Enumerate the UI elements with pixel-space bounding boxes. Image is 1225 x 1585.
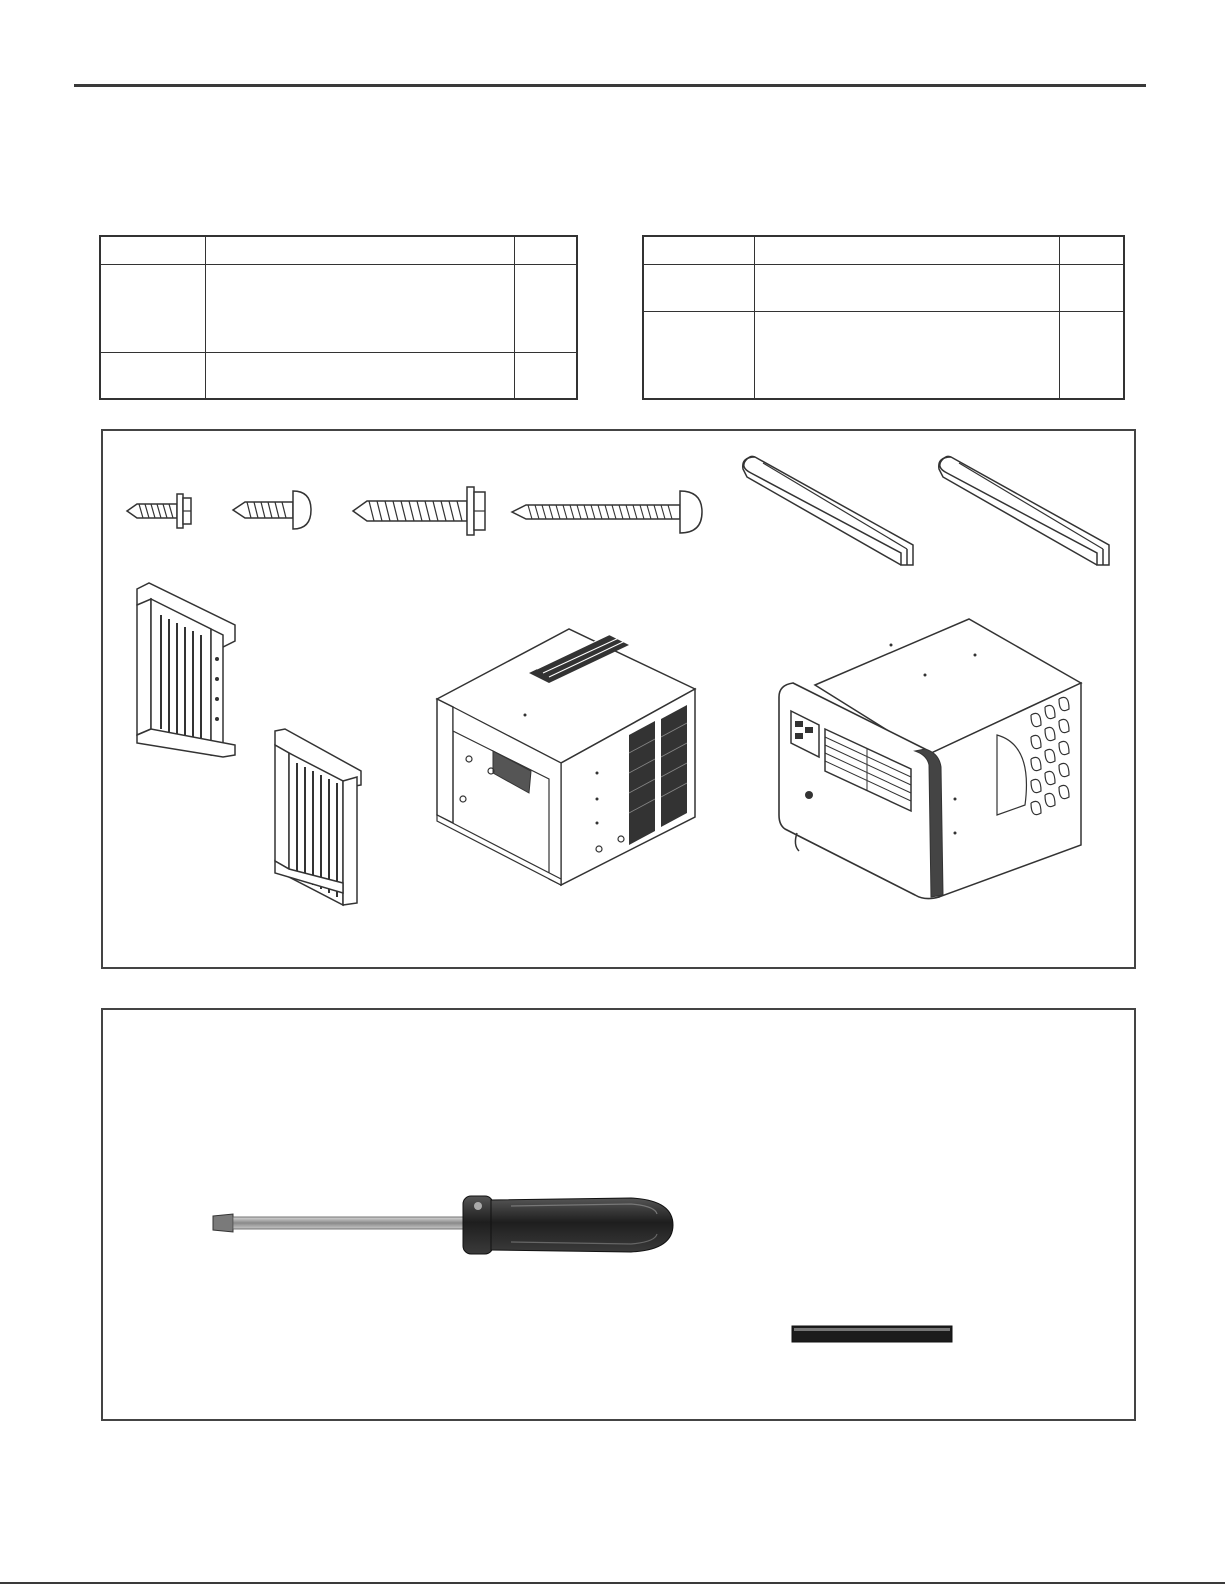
table-row — [643, 264, 1124, 311]
small-round-head-screw-icon — [231, 483, 313, 533]
table-row — [643, 311, 1124, 399]
table-row — [643, 236, 1124, 264]
flat-screwdriver-icon — [211, 1192, 675, 1258]
table-row — [100, 236, 577, 264]
large-hex-head-screw-icon — [351, 483, 491, 539]
ruler-bar-icon — [791, 1325, 953, 1343]
foam-seal-strip-icon — [929, 453, 1119, 571]
table-row — [100, 352, 577, 399]
table-row — [100, 264, 577, 352]
small-hex-head-screw-icon — [125, 488, 195, 534]
footer-rule — [0, 1582, 1225, 1584]
wall-sleeve-icon — [433, 623, 699, 891]
long-round-head-screw-icon — [510, 483, 706, 539]
parts-illustration-panel — [101, 429, 1136, 969]
parts-table-left — [99, 235, 578, 400]
side-curtain-panel-icon — [131, 579, 243, 759]
parts-table-right — [642, 235, 1125, 400]
tools-illustration-panel — [101, 1008, 1136, 1421]
side-curtain-panel-icon — [271, 727, 371, 909]
air-conditioner-unit-icon — [775, 615, 1093, 907]
foam-seal-strip-icon — [733, 453, 923, 571]
header-rule — [74, 84, 1146, 87]
